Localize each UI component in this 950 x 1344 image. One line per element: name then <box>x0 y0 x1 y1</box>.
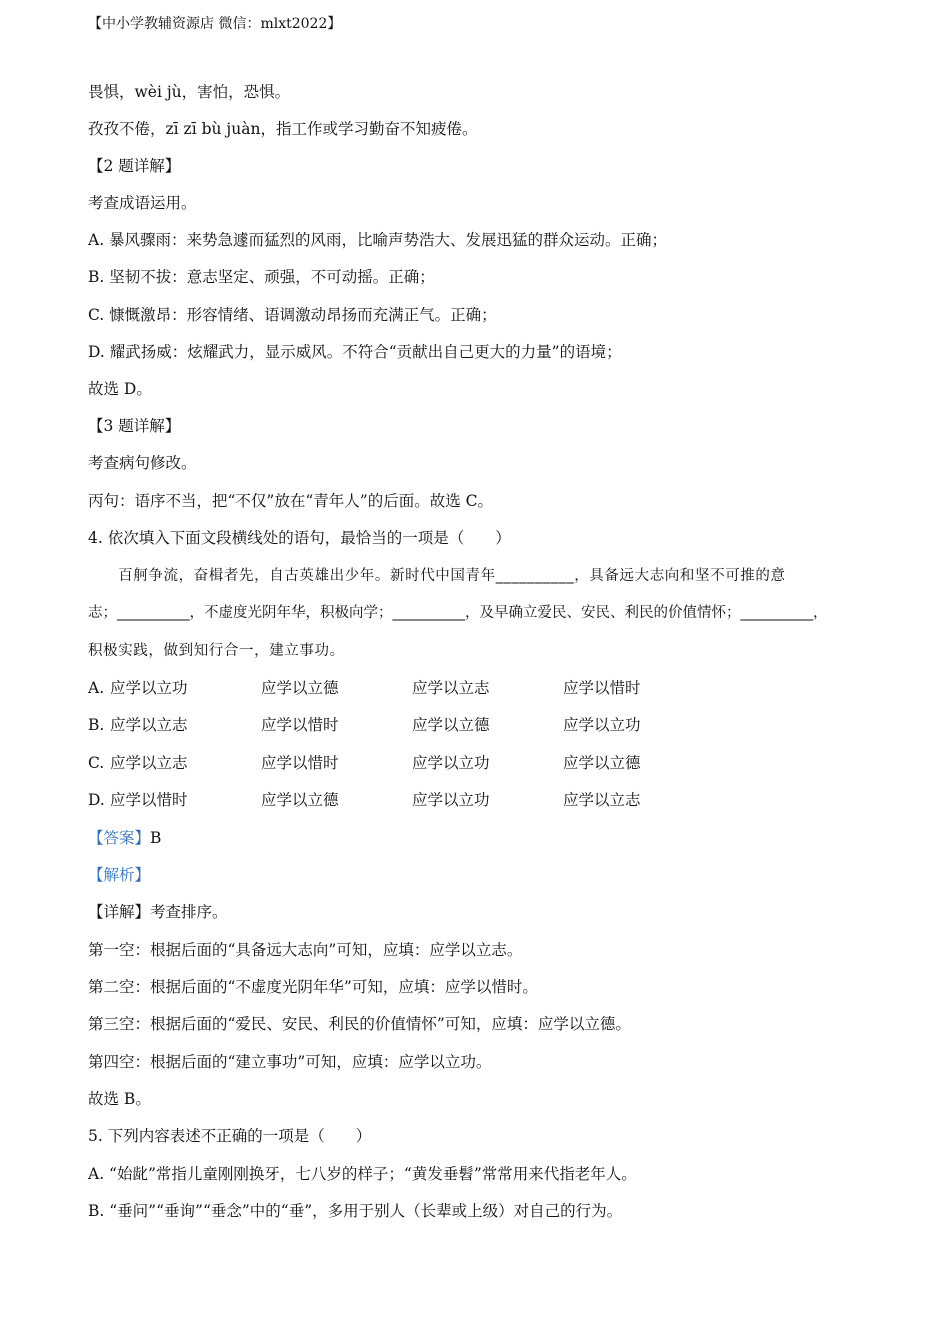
option-item: 应学以立志 <box>563 791 641 809</box>
option-item: 应学以立德 <box>261 791 339 809</box>
question-5-stem: 5. 下列内容表述不正确的一项是（ ） <box>88 1127 372 1145</box>
option-row-c <box>88 753 788 773</box>
option-item: 应学以立功 <box>412 754 490 772</box>
option-item: 应学以立德 <box>412 716 490 734</box>
blank-4-explanation: 第四空：根据后面的“建立事功”可知，应填：应学以立功。 <box>88 1053 492 1071</box>
option-label: A. <box>88 679 105 697</box>
detail-heading: 【详解】考查排序。 <box>88 903 228 921</box>
answer-value: B <box>150 829 162 847</box>
option-item: 应学以惜时 <box>261 754 339 772</box>
option-item: 应学以立功 <box>110 679 188 697</box>
q2-detail-heading: 【2 题详解】 <box>88 157 181 175</box>
option-item: 应学以立德 <box>261 679 339 697</box>
question-5-option-b: B. “垂问”“垂询”“垂念”中的“垂”，多用于别人（长辈或上级）对自己的行为。 <box>88 1202 623 1220</box>
q4-conclusion: 故选 B。 <box>88 1090 151 1108</box>
blank-3-explanation: 第三空：根据后面的“爱民、安民、利民的价值情怀”可知，应填：应学以立德。 <box>88 1015 631 1033</box>
q3-conclusion: 丙句：语序不当，把“不仅”放在“青年人”的后面。故选 C。 <box>88 492 493 510</box>
answer-label: 【答案】 <box>88 829 151 847</box>
option-label: D. <box>88 791 105 809</box>
option-row-b <box>88 715 788 735</box>
option-label: B. <box>88 716 105 734</box>
q3-detail-heading: 【3 题详解】 <box>88 417 181 435</box>
option-item: 应学以立功 <box>412 791 490 809</box>
question-4-stem: 4. 依次填入下面文段横线处的语句，最恰当的一项是（ ） <box>88 529 511 547</box>
q2-option-a-explanation: A. 暴风骤雨：来势急遽而猛烈的风雨，比喻声势浩大、发展迅猛的群众运动。正确； <box>88 231 668 249</box>
q2-conclusion: 故选 D。 <box>88 380 152 398</box>
question-4-passage-line-1: 百舸争流，奋楫者先，自古英雄出少年。新时代中国青年__________，具备远大志向和坚不可推的意 <box>88 568 786 584</box>
option-item: 应学以惜时 <box>110 791 188 809</box>
option-item: 应学以立志 <box>412 679 490 697</box>
q2-option-b-explanation: B. 坚韧不拔：意志坚定、顽强，不可动摇。正确； <box>88 268 435 286</box>
vocab-line-1: 畏惧，wèi jù，害怕，恐惧。 <box>88 83 291 101</box>
q2-detail-text: 考查成语运用。 <box>88 194 197 212</box>
option-item: 应学以立功 <box>563 716 641 734</box>
blank-1-explanation: 第一空：根据后面的“具备远大志向”可知，应填：应学以立志。 <box>88 941 523 959</box>
option-item: 应学以立德 <box>563 754 641 772</box>
question-4-passage-line-3: 积极实践，做到知行合一，建立事功。 <box>88 643 345 659</box>
question-4-passage-line-2: 志；__________，不虚度光阴年华，积极向学；__________，及早确立爱民、安民、利民的价值情怀；__________， <box>88 605 828 621</box>
page-header: 【中小学教辅资源店 微信：mlxt2022】 <box>88 16 342 32</box>
option-item: 应学以惜时 <box>563 679 641 697</box>
q3-detail-text: 考查病句修改。 <box>88 454 197 472</box>
option-row-d <box>88 790 788 810</box>
option-label: C. <box>88 754 105 772</box>
answer-line <box>88 828 161 848</box>
analysis-label: 【解析】 <box>88 866 151 884</box>
option-item: 应学以立志 <box>110 716 188 734</box>
q2-option-c-explanation: C. 慷慨激昂：形容情绪、语调激动昂扬而充满正气。正确； <box>88 306 497 324</box>
blank-2-explanation: 第二空：根据后面的“不虚度光阴年华”可知，应填：应学以惜时。 <box>88 978 538 996</box>
option-item: 应学以惜时 <box>261 716 339 734</box>
q2-option-d-explanation: D. 耀武扬威：炫耀武力，显示威风。不符合“贡献出自己更大的力量”的语境； <box>88 343 622 361</box>
vocab-line-2: 孜孜不倦，zī zī bù juàn，指工作或学习勤奋不知疲倦。 <box>88 120 478 138</box>
option-item: 应学以立志 <box>110 754 188 772</box>
question-5-option-a: A. “始龀”常指儿童刚刚换牙，七八岁的样子；“黄发垂髫”常常用来代指老年人。 <box>88 1165 637 1183</box>
option-row-a <box>88 678 788 698</box>
